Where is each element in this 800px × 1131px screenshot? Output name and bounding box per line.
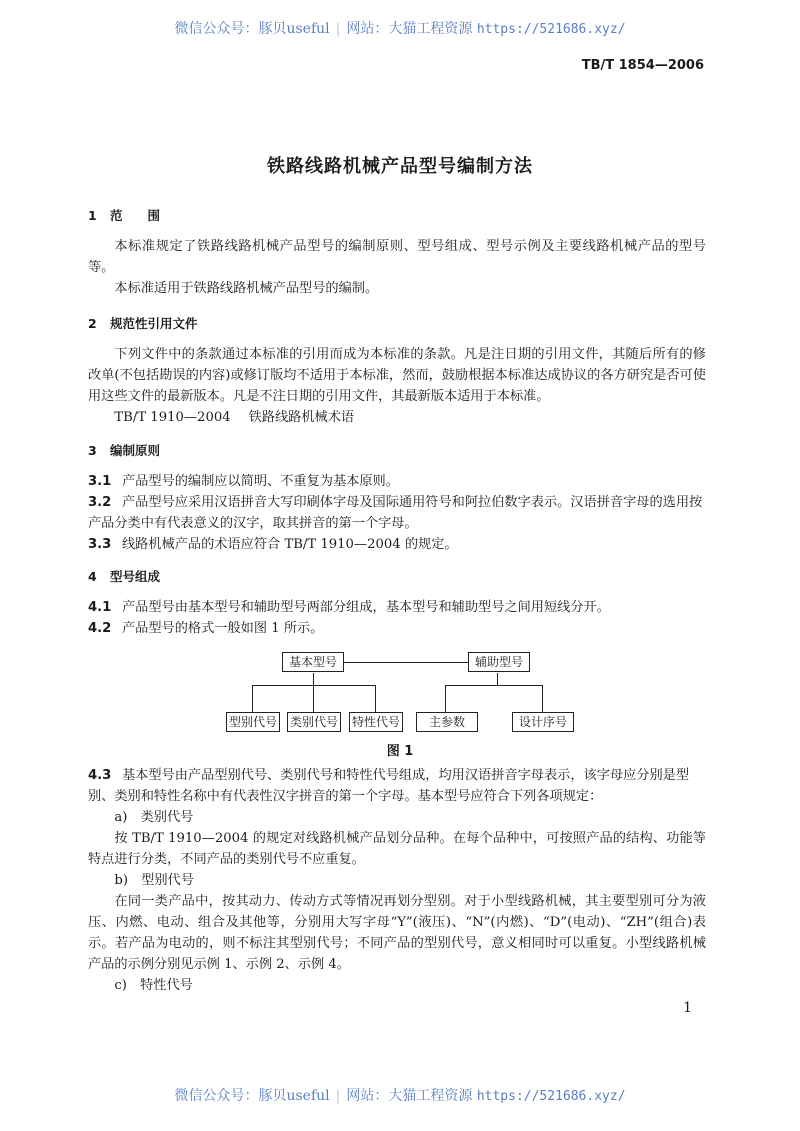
document-title: 铁路线路机械产品型号编制方法 <box>267 156 533 177</box>
watermark-wechat: 微信公众号：豚贝useful <box>174 1088 330 1104</box>
paragraph: 本标准规定了铁路线路机械产品型号的编制原则、型号组成、型号示例及主要线路机械产品的型号等。 <box>88 239 706 275</box>
watermark-bottom <box>0 1085 800 1105</box>
section-heading: 2 规范性引用文件 <box>88 316 198 331</box>
connector-line <box>344 662 468 663</box>
section-2 <box>88 313 706 428</box>
connector-line <box>313 673 314 685</box>
clause-4-3: 4.3 基本型号由产品型别代号、类别代号和特性代号组成，均用汉语拼音字母表示，该字母应分别是型别、类别和特性名称中有代表性汉字拼音的第一个字母。基本型号应符合下列各项规定： <box>88 768 690 804</box>
box-main-parameter: 主参数 <box>416 712 478 732</box>
page-number: 1 <box>683 1000 692 1016</box>
item-b-text: 在同一类产品中，按其动力、传动方式等情况再划分型别。对于小型线路机械，其主要型别可分为液压、内燃、电动、组合及其他等，分别用大写字母“Y”(液压)、“N”(内燃)、“D”(电动)、“ZH”(组合)表示。若产品为电动的，则不标注其型别代号；不同产品的型别代号，意义相同时可以重复。小型线路机械产品的示例分别见示例 1、示例 2、示例 4。 <box>88 894 706 972</box>
normative-reference: TB/T 1910—2004 铁路线路机械术语 <box>114 410 355 425</box>
watermark-site: 网站：大猫工程资源 <box>346 21 473 37</box>
clause-3-3: 3.3 线路机械产品的术语应符合 TB/T 1910—2004 的规定。 <box>88 537 458 552</box>
watermark-wechat: 微信公众号：豚贝useful <box>174 21 330 37</box>
connector-line <box>252 685 253 712</box>
connector-line <box>497 673 498 685</box>
watermark-site: 网站：大猫工程资源 <box>346 1088 473 1104</box>
watermark-url: https://521686.xyz/ <box>476 22 626 37</box>
section-1 <box>88 205 706 299</box>
box-category-code: 类别代号 <box>287 712 341 732</box>
clause-3-1: 3.1 产品型号的编制应以简明、不重复为基本原则。 <box>88 474 399 489</box>
paragraph: 下列文件中的条款通过本标准的引用而成为本标准的条款。凡是注日期的引用文件，其随后所有的修改单(不包括勘误的内容)或修订版均不适用于本标准，然而，鼓励根据本标准达成协议的各方研究是否可使用这些文件的最新版本。凡是不注日期的引用文件，其最新版本适用于本标准。 <box>88 347 706 404</box>
paragraph: 本标准适用于铁路线路机械产品型号的编制。 <box>114 281 379 296</box>
standard-code: TB/T 1854—2006 <box>581 58 704 73</box>
item-a-text: 按 TB/T 1910—2004 的规定对线路机械产品划分品种。在每个品种中，可按照产品的结构、功能等特点进行分类，不同产品的类别代号不应重复。 <box>88 831 706 867</box>
box-feature-code: 特性代号 <box>349 712 403 732</box>
clause-4-2: 4.2 产品型号的格式一般如图 1 所示。 <box>88 621 324 636</box>
box-basic-model: 基本型号 <box>282 652 344 672</box>
box-design-serial: 设计序号 <box>512 712 574 732</box>
watermark-separator: | <box>335 21 341 37</box>
connector-line <box>542 685 543 712</box>
item-b-heading: b) 型别代号 <box>114 873 194 888</box>
section-heading: 3 编制原则 <box>88 443 161 458</box>
section-heading: 1 范 围 <box>88 208 161 223</box>
section-heading: 4 型号组成 <box>88 569 161 584</box>
watermark-separator: | <box>335 1088 341 1104</box>
connector-line <box>375 685 376 712</box>
section-4 <box>88 566 706 639</box>
box-type-code: 型别代号 <box>226 712 280 732</box>
connector-line <box>445 685 446 712</box>
watermark-top <box>0 18 800 38</box>
figure-caption: 图 1 <box>386 744 414 759</box>
clause-4-3-block <box>88 765 706 996</box>
clause-4-1: 4.1 产品型号由基本型号和辅助型号两部分组成，基本型号和辅助型号之间用短线分开。 <box>88 600 610 615</box>
section-3 <box>88 440 706 555</box>
connector-line <box>445 685 542 686</box>
box-auxiliary-model: 辅助型号 <box>468 652 530 672</box>
watermark-url: https://521686.xyz/ <box>476 1089 626 1104</box>
figure-1-diagram <box>226 648 586 740</box>
clause-3-2: 3.2 产品型号应采用汉语拼音大写印刷体字母及国际通用符号和阿拉伯数字表示。汉语拼音字母的选用按产品分类中有代表意义的汉字，取其拼音的第一个字母。 <box>88 495 703 531</box>
connector-line <box>313 685 314 712</box>
item-c-heading: c) 特性代号 <box>114 978 193 993</box>
item-a-heading: a) 类别代号 <box>114 810 194 825</box>
